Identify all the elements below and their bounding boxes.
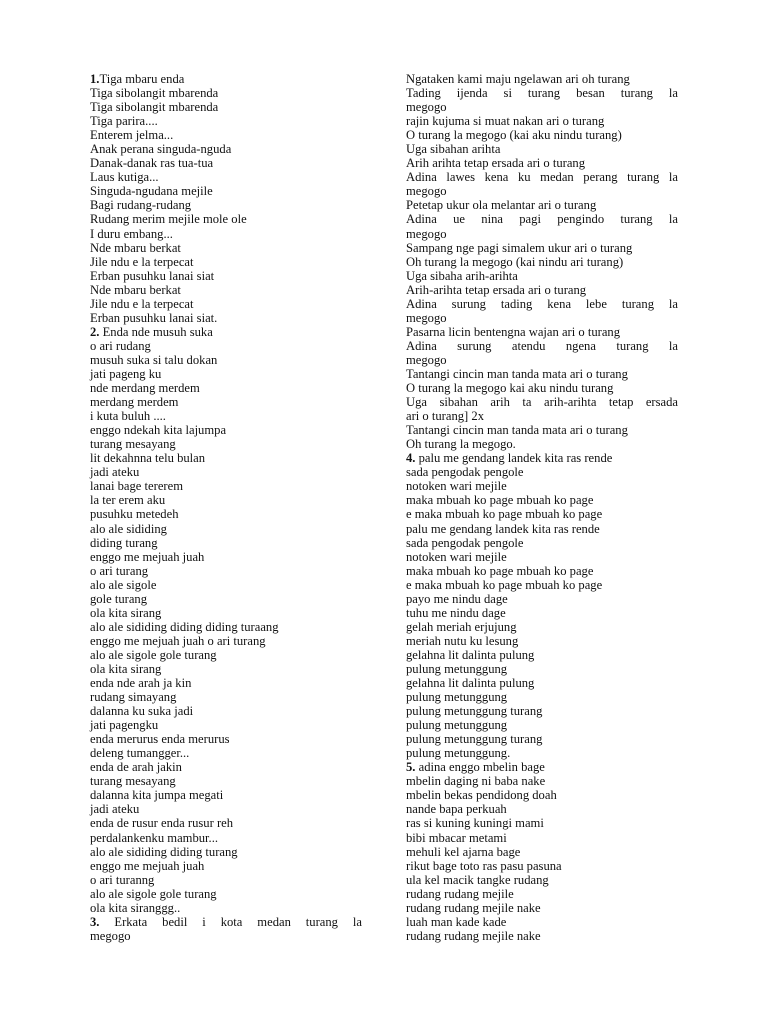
line-text: megogo: [406, 184, 447, 199]
left-column: [90, 72, 362, 943]
lyric-line: [90, 339, 362, 353]
lyric-line: [90, 311, 362, 325]
line-text: enda de arah jakin: [90, 760, 182, 775]
line-text: turang mesayang: [90, 774, 176, 789]
lyric-line: [90, 676, 362, 690]
lyric-line: [90, 451, 362, 465]
line-text: gole turang: [90, 591, 148, 606]
line-text: rudang rudang mejile nake: [406, 900, 541, 915]
lyric-line: [90, 227, 362, 241]
lyric-line: [406, 170, 678, 184]
lyric-line: [406, 662, 678, 676]
line-text: lanai bage tererem: [90, 479, 183, 494]
line-text: enda nde arah ja kin: [90, 676, 192, 691]
lyric-line: [90, 831, 362, 845]
lyric-line: [406, 606, 678, 620]
line-text: enda de rusur enda rusur reh: [90, 816, 234, 831]
line-text: turang mesayang: [90, 437, 176, 452]
lyric-line: [406, 493, 678, 507]
section-heading-line: [406, 760, 678, 774]
lyric-line: [90, 269, 362, 283]
lyric-line: [406, 255, 678, 269]
line-text: Adina surung atendu ngena turang la: [406, 338, 678, 353]
lyric-line: [90, 114, 362, 128]
line-text: la ter erem aku: [90, 493, 166, 508]
lyric-line: [90, 395, 362, 409]
lyric-line: [90, 423, 362, 437]
line-text: notoken wari mejile: [406, 479, 507, 494]
lyric-line: [406, 339, 678, 353]
lyric-line: [90, 929, 362, 943]
lyric-line: [406, 423, 678, 437]
lyric-line: [406, 550, 678, 564]
line-text: Uga sibahan arihta: [406, 142, 501, 157]
section-heading-line: [90, 325, 362, 339]
lyric-line: [90, 550, 362, 564]
line-text: dalanna kita jumpa megati: [90, 788, 224, 803]
line-text: alo ale sigole: [90, 577, 157, 592]
lyric-line: [90, 634, 362, 648]
lyric-line: [90, 760, 362, 774]
line-text: o ari turanng: [90, 872, 155, 887]
lyric-line: [406, 718, 678, 732]
line-text: Tiga sibolangit mbarenda: [90, 100, 219, 115]
line-text: Enterem jelma...: [90, 128, 174, 143]
lyric-line: [90, 873, 362, 887]
line-text: I duru embang...: [90, 226, 173, 241]
lyric-line: [90, 367, 362, 381]
line-text: alo ale sididing diding diding turaang: [90, 619, 279, 634]
lyric-line: [406, 578, 678, 592]
line-text: Oh turang la megogo (kai nindu ari turang): [406, 254, 624, 269]
line-text: Oh turang la megogo.: [406, 437, 516, 452]
lyric-line: [406, 184, 678, 198]
line-text: adina enggo mbelin bage: [415, 760, 545, 775]
lyric-line: [406, 536, 678, 550]
line-text: mbelin bekas pendidong doah: [406, 788, 557, 803]
line-text: Tading ijenda si turang besan turang la: [406, 86, 678, 101]
section-number: 3.: [90, 914, 100, 929]
line-text: luah man kade kade: [406, 914, 507, 929]
lyric-line: [90, 128, 362, 142]
line-text: Enda nde musuh suka: [99, 324, 213, 339]
line-text: palu me gendang landek kita ras rende: [406, 521, 600, 536]
line-text: Tiga mbaru enda: [99, 72, 185, 86]
line-text: O turang la megogo (kai aku nindu turang): [406, 128, 622, 143]
lyric-line: [90, 578, 362, 592]
lyric-line: [406, 507, 678, 521]
line-text: Arih-arihta tetap ersada ari o turang: [406, 282, 587, 297]
lyric-line: [406, 788, 678, 802]
lyric-line: [90, 255, 362, 269]
line-text: Tantangi cincin man tanda mata ari o turang: [406, 423, 628, 438]
line-text: Arih arihta tetap ersada ari o turang: [406, 156, 586, 171]
lyric-line: [90, 100, 362, 114]
lyric-line: [406, 522, 678, 536]
line-text: alo ale sididing diding turang: [90, 844, 238, 859]
lyric-line: [406, 732, 678, 746]
line-text: gelahna lit dalinta pulung: [406, 647, 535, 662]
line-text: Singuda-ngudana mejile: [90, 184, 213, 199]
lyric-line: [406, 381, 678, 395]
line-text: Petetap ukur ola melantar ari o turang: [406, 198, 597, 213]
line-text: megogo: [406, 352, 447, 367]
lyric-line: [90, 564, 362, 578]
lyric-line: [406, 929, 678, 943]
line-text: Jile ndu e la terpecat: [90, 296, 194, 311]
lyric-line: [90, 845, 362, 859]
lyric-line: [406, 746, 678, 760]
lyric-line: [406, 283, 678, 297]
lyric-line: [406, 100, 678, 114]
lyric-line: [90, 816, 362, 830]
lyric-line: [406, 227, 678, 241]
line-text: megogo: [406, 226, 447, 241]
lyric-line: [90, 297, 362, 311]
section-heading-line: [90, 72, 362, 86]
lyric-line: [90, 241, 362, 255]
lyric-line: [90, 465, 362, 479]
line-text: enggo me mejuah juah o ari turang: [90, 633, 266, 648]
line-text: ari o turang] 2x: [406, 409, 484, 424]
line-text: jadi ateku: [90, 802, 140, 817]
lyric-line: [406, 479, 678, 493]
line-text: rudang rudang mejile nake: [406, 928, 541, 943]
line-text: enda merurus enda merurus: [90, 732, 230, 747]
line-text: lit dekahnna telu bulan: [90, 451, 206, 466]
lyric-line: [406, 774, 678, 788]
section-number: 5.: [406, 760, 416, 775]
lyric-line: [90, 156, 362, 170]
line-text: Uga sibaha arih-arihta: [406, 268, 518, 283]
line-text: pusuhku metedeh: [90, 507, 179, 522]
lyric-line: [406, 353, 678, 367]
lyric-line: [406, 297, 678, 311]
line-text: palu me gendang landek kita ras rende: [415, 451, 613, 466]
line-text: tuhu me nindu dage: [406, 605, 506, 620]
line-text: Pasarna licin bentengna wajan ari o turang: [406, 324, 621, 339]
line-text: pulung metunggung turang: [406, 732, 543, 747]
line-text: musuh suka si talu dokan: [90, 352, 218, 367]
lyric-line: [406, 465, 678, 479]
line-text: Danak-danak ras tua-tua: [90, 156, 214, 171]
lyric-line: [406, 648, 678, 662]
line-text: rikut bage toto ras pasu pasuna: [406, 858, 562, 873]
line-text: Tantangi cincin man tanda mata ari o turang: [406, 366, 628, 381]
line-text: i kuta buluh ....: [90, 409, 166, 424]
lyric-line: [406, 620, 678, 634]
lyric-line: [90, 437, 362, 451]
line-text: maka mbuah ko page mbuah ko page: [406, 493, 594, 508]
lyric-line: [406, 409, 678, 423]
line-text: ola kita siranggg..: [90, 900, 181, 915]
line-text: nde merdang merdem: [90, 381, 200, 396]
line-text: payo me nindu dage: [406, 591, 508, 606]
line-text: megogo: [90, 928, 131, 943]
section-heading-line: [406, 451, 678, 465]
line-text: pulung metunggung: [406, 690, 508, 705]
line-text: Ngataken kami maju ngelawan ari oh turang: [406, 72, 630, 86]
line-text: alo ale sididing: [90, 521, 167, 536]
lyric-line: [406, 367, 678, 381]
lyric-line: [90, 522, 362, 536]
lyric-line: [406, 802, 678, 816]
lyric-line: [406, 156, 678, 170]
line-text: maka mbuah ko page mbuah ko page: [406, 563, 594, 578]
lyric-line: [406, 592, 678, 606]
lyric-line: [90, 704, 362, 718]
line-text: ras si kuning kuningi mami: [406, 816, 544, 831]
line-text: ola kita sirang: [90, 661, 162, 676]
line-text: Erkata bedil i kota medan turang la: [99, 914, 362, 929]
lyric-line: [406, 915, 678, 929]
section-number: 1.: [90, 72, 100, 86]
lyric-line: [406, 873, 678, 887]
line-text: rudang rudang mejile: [406, 886, 514, 901]
line-text: gelah meriah erjujung: [406, 619, 517, 634]
line-text: Tiga sibolangit mbarenda: [90, 86, 219, 101]
lyric-line: [406, 212, 678, 226]
lyric-line: [406, 901, 678, 915]
line-text: Bagi rudang-rudang: [90, 198, 192, 213]
lyric-line: [406, 142, 678, 156]
line-text: diding turang: [90, 535, 158, 550]
lyric-line: [406, 128, 678, 142]
line-text: notoken wari mejile: [406, 549, 507, 564]
line-text: alo ale sigole gole turang: [90, 886, 217, 901]
line-text: sada pengodak pengole: [406, 535, 524, 550]
line-text: megogo: [406, 310, 447, 325]
line-text: rajin kujuma si muat nakan ari o turang: [406, 114, 605, 129]
lyric-line: [406, 114, 678, 128]
lyric-line: [90, 86, 362, 100]
line-text: pulung metunggung: [406, 661, 508, 676]
line-text: pulung metunggung.: [406, 746, 511, 761]
line-text: Nde mbaru berkat: [90, 282, 181, 297]
line-text: sada pengodak pengole: [406, 465, 524, 480]
line-text: Tiga parira....: [90, 114, 158, 129]
lyric-line: [406, 437, 678, 451]
lyric-line: [406, 198, 678, 212]
lyric-line: [406, 887, 678, 901]
line-text: e maka mbuah ko page mbuah ko page: [406, 507, 603, 522]
lyric-line: [406, 859, 678, 873]
line-text: enggo me mejuah juah: [90, 549, 205, 564]
line-text: o ari turang: [90, 563, 149, 578]
lyric-line: [406, 704, 678, 718]
lyric-line: [90, 732, 362, 746]
lyric-line: [90, 592, 362, 606]
lyric-line: [90, 353, 362, 367]
line-text: Nde mbaru berkat: [90, 240, 181, 255]
lyric-line: [406, 72, 678, 86]
line-text: o ari rudang: [90, 338, 151, 353]
lyric-line: [90, 620, 362, 634]
lyric-line: [90, 662, 362, 676]
lyric-line: [406, 634, 678, 648]
line-text: Jile ndu e la terpecat: [90, 254, 194, 269]
lyric-line: [90, 746, 362, 760]
line-text: enggo me mejuah juah: [90, 858, 205, 873]
line-text: Sampang nge pagi simalem ukur ari o turang: [406, 240, 633, 255]
lyric-line: [90, 170, 362, 184]
lyric-line: [406, 311, 678, 325]
line-text: perdalankenku mambur...: [90, 830, 218, 845]
lyric-line: [90, 283, 362, 297]
section-heading-line: [90, 915, 362, 929]
line-text: pulung metunggung turang: [406, 704, 543, 719]
line-text: Erban pusuhku lanai siat: [90, 268, 215, 283]
lyric-line: [90, 648, 362, 662]
line-text: e maka mbuah ko page mbuah ko page: [406, 577, 603, 592]
line-text: mbelin daging ni baba nake: [406, 774, 546, 789]
line-text: rudang simayang: [90, 690, 177, 705]
section-number: 2.: [90, 324, 100, 339]
lyric-line: [406, 241, 678, 255]
lyric-line: [90, 536, 362, 550]
line-text: alo ale sigole gole turang: [90, 647, 217, 662]
line-text: Erban pusuhku lanai siat.: [90, 310, 218, 325]
lyric-line: [90, 142, 362, 156]
lyric-line: [90, 409, 362, 423]
lyric-line: [90, 493, 362, 507]
line-text: Anak perana singuda-nguda: [90, 142, 232, 157]
lyric-line: [90, 788, 362, 802]
line-text: jadi ateku: [90, 465, 140, 480]
lyric-line: [406, 816, 678, 830]
line-text: Uga sibahan arih ta arih-arihta tetap ersada: [406, 395, 678, 410]
lyric-line: [406, 564, 678, 578]
lyric-line: [90, 184, 362, 198]
lyric-line: [406, 831, 678, 845]
lyric-line: [90, 774, 362, 788]
line-text: Laus kutiga...: [90, 170, 159, 185]
line-text: Adina surung tading kena lebe turang la: [406, 296, 678, 311]
line-text: megogo: [406, 100, 447, 115]
lyric-line: [406, 690, 678, 704]
lyric-line: [90, 802, 362, 816]
section-number: 4.: [406, 451, 416, 466]
lyric-line: [90, 479, 362, 493]
lyric-line: [90, 606, 362, 620]
line-text: Rudang merim mejile mole ole: [90, 212, 247, 227]
lyric-line: [90, 887, 362, 901]
lyric-line: [406, 86, 678, 100]
line-text: enggo ndekah kita lajumpa: [90, 423, 227, 438]
line-text: dalanna ku suka jadi: [90, 704, 194, 719]
line-text: ula kel macik tangke rudang: [406, 872, 549, 887]
lyric-line: [90, 198, 362, 212]
lyric-line: [406, 676, 678, 690]
line-text: meriah nutu ku lesung: [406, 633, 519, 648]
right-column: [406, 72, 678, 943]
line-text: Adina ue nina pagi pengindo turang la: [406, 212, 678, 227]
lyric-line: [90, 507, 362, 521]
line-text: nande bapa perkuah: [406, 802, 507, 817]
line-text: O turang la megogo kai aku nindu turang: [406, 381, 614, 396]
lyric-line: [406, 395, 678, 409]
line-text: mehuli kel ajarna bage: [406, 844, 521, 859]
line-text: bibi mbacar metami: [406, 830, 507, 845]
line-text: jati pagengku: [90, 718, 159, 733]
lyric-line: [90, 381, 362, 395]
lyric-line: [406, 325, 678, 339]
line-text: Adina lawes kena ku medan perang turang la: [406, 170, 678, 185]
lyric-line: [90, 690, 362, 704]
line-text: deleng tumangger...: [90, 746, 190, 761]
line-text: pulung metunggung: [406, 718, 508, 733]
lyric-line: [90, 901, 362, 915]
line-text: ola kita sirang: [90, 605, 162, 620]
lyric-line: [406, 269, 678, 283]
lyric-line: [90, 859, 362, 873]
lyric-line: [90, 212, 362, 226]
line-text: gelahna lit dalinta pulung: [406, 676, 535, 691]
line-text: jati pageng ku: [90, 366, 162, 381]
lyric-line: [406, 845, 678, 859]
line-text: merdang merdem: [90, 395, 179, 410]
lyric-line: [90, 718, 362, 732]
